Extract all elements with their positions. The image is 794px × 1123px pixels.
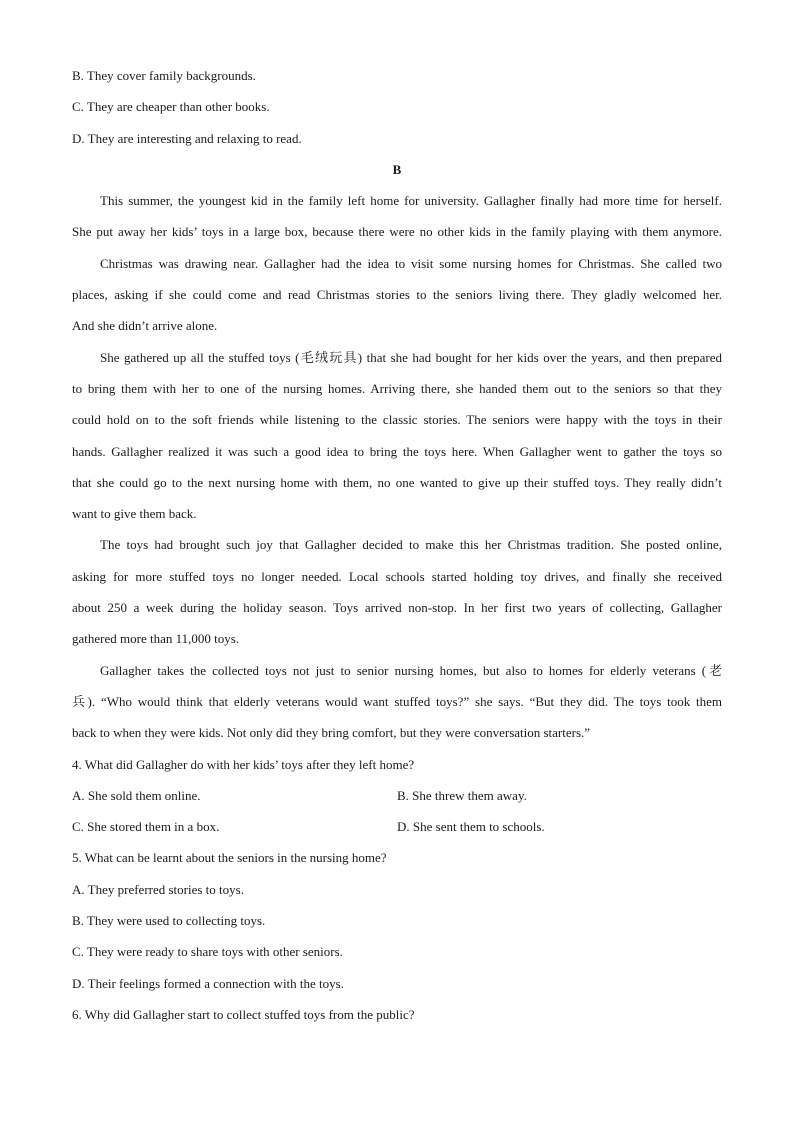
passage-line: And she didn’t arrive alone. [72,318,218,334]
passage-line: She put away her kids’ toys in a large box, because there were no other kids in the family playing with them anymore. [72,224,722,240]
passage-line: gathered more than 11,000 toys. [72,631,240,647]
passage-line: asking for more stuffed toys no longer needed. Local schools started holding toy drives, and finally she received [72,568,722,584]
passage-line: places, asking if she could come and read Christmas stories to the seniors living there. They gladly welcomed her. [72,287,722,303]
passage-line: 兵). “Who would think that elderly veterans would want stuffed toys?” she says. “But they did. The toys took them [72,693,722,709]
passage-line: that she could go to the next nursing home with them, no one wanted to give up their stuffed toys. They really didn’t [72,474,722,490]
passage-line: about 250 a week during the holiday season. Toys arrived non-stop. In her first two years of collecting, Gallagher [72,600,722,616]
question-6: 6. Why did Gallagher start to collect stuffed toys from the public? [72,1006,415,1022]
passage-line: The toys had brought such joy that Gallagher decided to make this her Christmas tradition. She posted online, [100,537,722,553]
option-d: D. They are interesting and relaxing to read. [72,130,302,146]
question-5-option-d: D. Their feelings formed a connection with the toys. [72,975,344,991]
passage [72,185,722,748]
passage-line: could hold on to the soft friends while listening to the classic stories. The seniors were happy with the toys in their [72,412,722,428]
question-5-option-c: C. They were ready to share toys with other seniors. [72,944,343,960]
passage-line: back to when they were kids. Not only did they bring comfort, but they were conversation starters.” [72,725,591,741]
passage-line: Gallagher takes the collected toys not just to senior nursing homes, but also to homes for elderly veterans (老 [100,662,722,678]
passage-line: She gathered up all the stuffed toys (毛绒玩具) that she had bought for her kids over the years, and then prepared [100,349,722,365]
passage-line: want to give them back. [72,506,197,522]
passage-line: to bring them with her to one of the nursing homes. Arriving there, she handed them out to the seniors so that they [72,380,722,396]
question-5-option-b: B. They were used to collecting toys. [72,913,266,929]
passage-line: Christmas was drawing near. Gallagher had the idea to visit some nursing homes for Christmas. She called two [100,255,722,271]
section-label: B [392,161,402,177]
option-c: C. They are cheaper than other books. [72,99,270,115]
question-5-option-a: A. They preferred stories to toys. [72,881,244,897]
passage-line: This summer, the youngest kid in the family left home for university. Gallagher finally had more time for herself. [100,193,722,209]
document-page [72,60,722,1030]
question-5: 5. What can be learnt about the seniors in the nursing home? [72,850,387,866]
question-4-option-c: C. She stored them in a box. [72,819,220,835]
question-4-option-d: D. She sent them to schools. [397,819,545,835]
question-4-options-row-2 [72,811,722,842]
passage-line: hands. Gallagher realized it was such a good idea to bring the toys here. When Gallagher went to gather the toys so [72,443,722,459]
question-4-option-b: B. She threw them away. [397,787,527,803]
question-4-option-a: A. She sold them online. [72,787,201,803]
question-4-options-row-1 [72,780,722,811]
option-b: B. They cover family backgrounds. [72,68,256,83]
question-4: 4. What did Gallagher do with her kids’ toys after they left home? [72,756,415,772]
